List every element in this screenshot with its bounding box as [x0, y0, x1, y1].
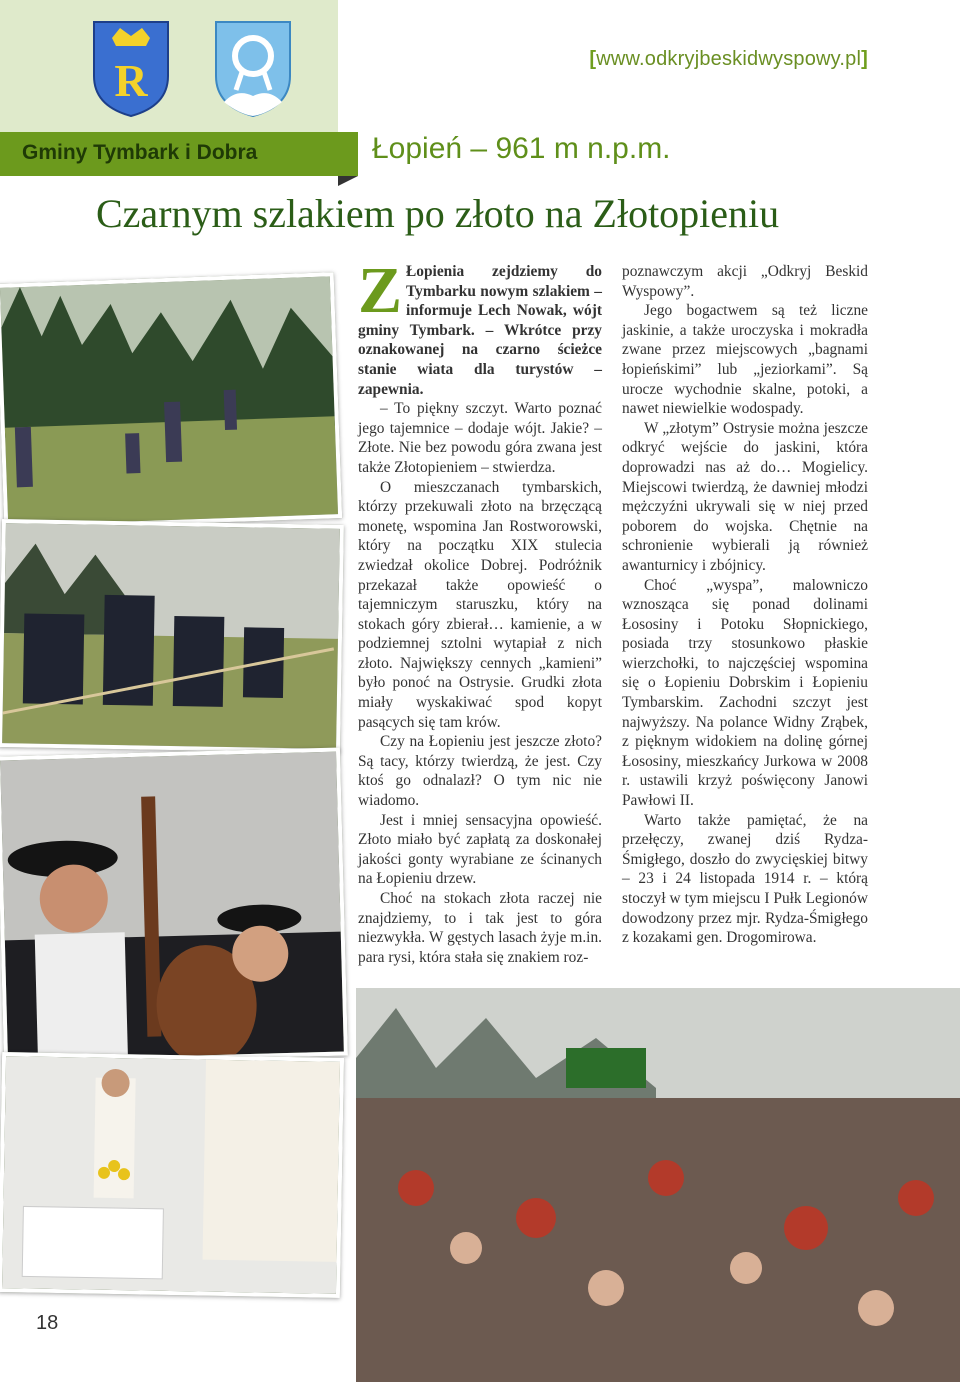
- url-text: www.odkryjbeskidwyspowy.pl: [596, 48, 862, 70]
- tymbark-crest-icon: [90, 18, 172, 118]
- crowd-summit-photo: [356, 988, 960, 1382]
- paragraph: Jest i mniej sensacyjna opowieść. Złoto miało być zapłatą za doskonałej jakości gonty wyrabiane ze ścinanych na Łopieniu drzew.: [358, 811, 602, 888]
- lead-text: Łopienia zejdziemy do Tymbarku nowym szlakiem – informuje Lech Nowak, wójt gminy Tymbark. – Wkrótce przy oznakowanej na czarno ścieżce stanie wiata dla turystów – zapewnia.: [358, 263, 602, 398]
- paragraph: Warto także pamiętać, że na przełęczy, zwanej dziś Rydza-Śmigłego, doszło do zwycięskiej bitwy – 23 i 24 listopada 1914 r. – którą stoczył w tym miejscu I Pułk Legionów dowodzony przez mjr. Rydza-Śmigłego z kozakami gen. Drogomirowa.: [622, 811, 868, 947]
- hikers-meadow-photo: [0, 272, 342, 530]
- crest-panel: [0, 0, 338, 132]
- paragraph: Jego bogactwem są też liczne jaskinie, a także uroczyska i mokradła zwane przez miejscowych „bagnami łopieńskimi” lub „jeziorkami”. Są urocze wychodnie skalne, potoki, a nawet niewielkie wodospady.: [622, 302, 868, 418]
- dropcap: Z: [358, 254, 403, 327]
- website-url[interactable]: [589, 48, 868, 71]
- firefighters-tug-of-war-photo: [0, 519, 344, 753]
- article-column-2: [622, 262, 868, 948]
- paragraph: Choć na stokach złota raczej nie znajdziemy, to i tak jest to góra niezwykła. W gęstych lasach żyje m.in. para rysi, która stała się znakiem roz-: [358, 890, 602, 966]
- paragraph: Czy na Łopieniu jest jeszcze złoto? Są tacy, którzy twierdzą, że jest. Czy ktoś go odnalazł? O tym nic nie wiadomo.: [358, 733, 602, 810]
- article-title: Czarnym szlakiem po złoto na Złotopieniu: [96, 191, 780, 236]
- region-label: Gminy Tymbark i Dobra: [22, 141, 258, 164]
- paragraph: poznawczym akcji „Odkryj Beskid Wyspowy”.: [622, 263, 868, 300]
- article-column-1: [358, 254, 602, 967]
- page-number: 18: [36, 1312, 59, 1334]
- article-lead: [358, 254, 602, 399]
- paragraph: O mieszczanach tymbarskich, którzy przekuwali złoto na brzęczącą monetę, wspomina Jan Rostworowski, który na początku XIX stulecia zwiedzał okolice Dobrej. Podróżnik przekazał także opowieść o tajemniczym staruszku, który na stokach góry zbierał… kamienie, a w podziemnej sztolni wytapiał z nich złoto. Największy cennych „kamieni” było ponoć na Ostrysie. Grudki złota miały wyskakiwać spod kopyt pasących się tam krów.: [358, 478, 602, 731]
- bracket-close: ]: [861, 48, 868, 70]
- dobra-crest-icon: [212, 18, 294, 118]
- paragraph: Choć „wyspa”, malowniczo wznosząca się ponad dolinami Łososiny i Potoku Słopnickiego, posiada trzy stosunkowo płaskie wierzchołki, to najczęściej wspomina się o Łopieniu Dobrskim i Łopieniu Tymbarskim. Zachodni szczyt jest najwyższy. Na polance Widny Zrąbek, z pięknym widokiem na dolinę górnej Łososiny, mieszkańcy Jurkowa w 2008 r. ustawili krzyż poświęcony Janowi Pawłowi II.: [622, 576, 868, 810]
- highlander-musicians-photo: [0, 748, 348, 1065]
- outdoor-mass-altar-photo: [0, 1052, 344, 1298]
- bracket-open: [: [589, 48, 597, 70]
- article-subtitle: Łopień – 961 m n.p.m.: [372, 132, 671, 165]
- paragraph: – To piękny szczyt. Warto poznać jego tajemnice – dodaje wójt. Jakie? – Złote. Nie bez powodu góra zwana jest także Złotopieniem – stwierdza.: [358, 400, 602, 476]
- svg-text:R: R: [114, 55, 148, 106]
- paragraph: W „złotym” Ostrysie można jeszcze odkryć wejście do jaskini, która doprowadzi nas aż do… Mogielicy. Miejscowi twierdzą, że dawniej młodzi mężczyźni ukrywali się w niej przed poborem do wojska. Chętnie na schronienie wybierali ją również awanturnicy i zbójnicy.: [622, 419, 868, 574]
